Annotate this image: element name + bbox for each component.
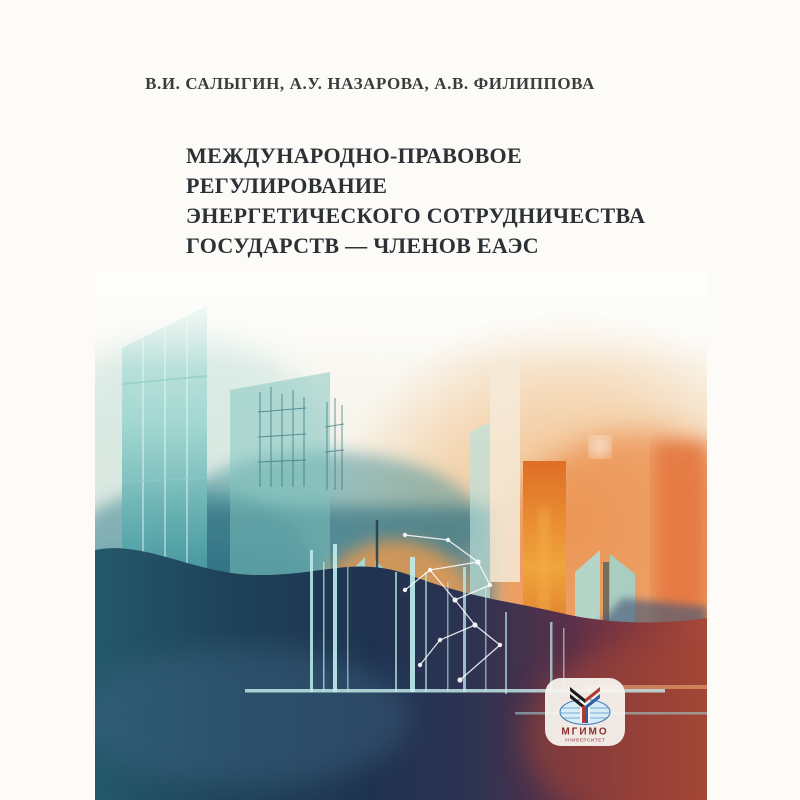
light-sparkle: [590, 437, 610, 457]
title-line-4: ГОСУДАРСТВ — ЧЛЕНОВ ЕАЭС: [186, 233, 539, 258]
book-title: [186, 141, 666, 261]
cover-artwork: [95, 272, 707, 800]
top-fade: [95, 272, 707, 367]
title-line-3: ЭНЕРГЕТИЧЕСКОГО СОТРУДНИЧЕСТВА: [186, 203, 646, 228]
title-line-1: МЕЖДУНАРОДНО-ПРАВОВОЕ: [186, 143, 522, 168]
title-line-2: РЕГУЛИРОВАНИЕ: [186, 173, 388, 198]
logo-subtitle: УНИВЕРСИТЕТ: [564, 737, 606, 743]
logo-name: МГИМО: [561, 726, 609, 738]
cream-tower: [490, 360, 520, 582]
mgimo-logo: [545, 678, 625, 746]
authors-line: В.И. САЛЫГИН, А.У. НАЗАРОВА, А.В. ФИЛИППОВА: [145, 74, 595, 93]
haze-blue: [95, 647, 410, 787]
